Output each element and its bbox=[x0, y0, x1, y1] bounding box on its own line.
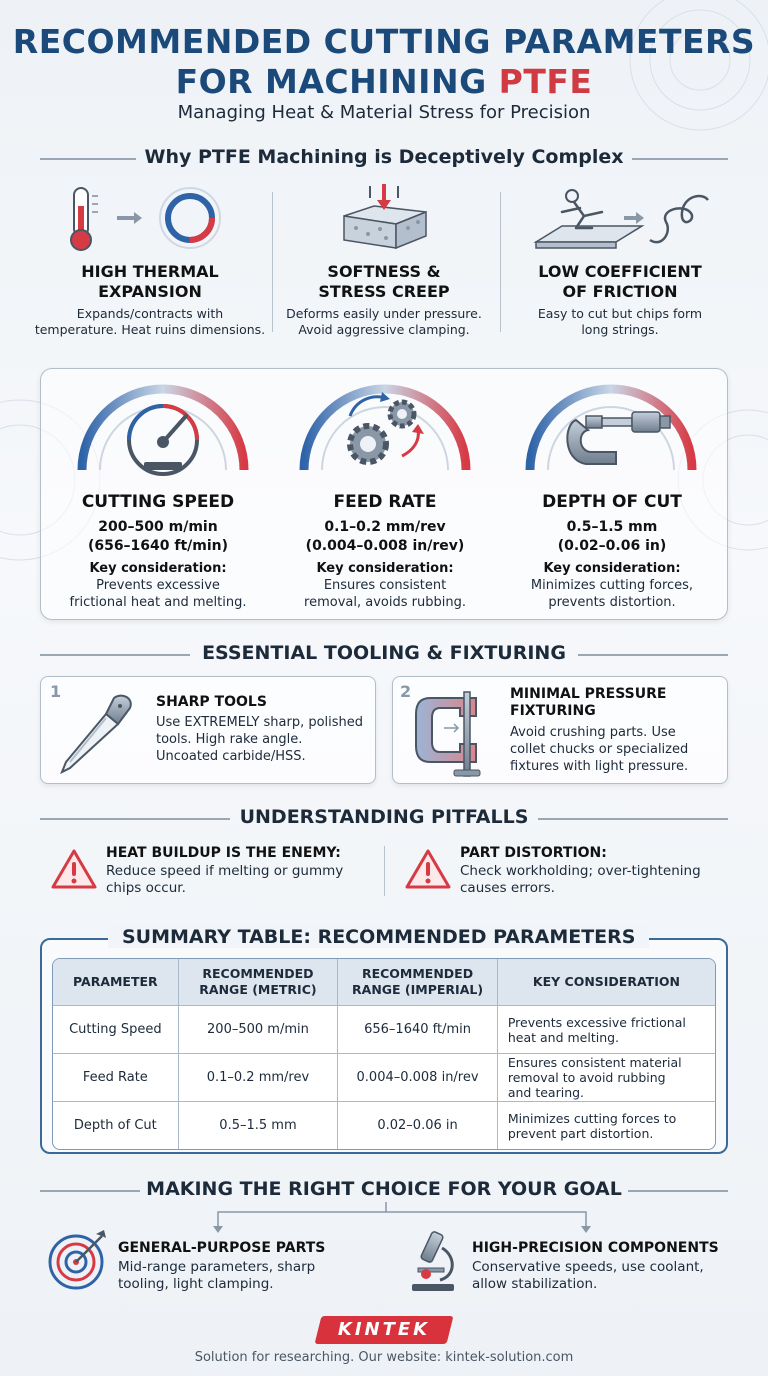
compressed-block-icon bbox=[334, 182, 434, 254]
column-divider bbox=[384, 846, 385, 896]
divider-line bbox=[578, 654, 728, 656]
pitfall-desc: Reduce speed if melting or gummy chips occur. bbox=[106, 863, 344, 896]
table-header-row bbox=[53, 959, 715, 1005]
pitfall-title: HEAT BUILDUP IS THE ENEMY: bbox=[106, 845, 341, 861]
micrometer-icon bbox=[516, 360, 706, 480]
property-desc: Expands/contracts with temperature. Heat ruins dimensions. bbox=[34, 306, 266, 337]
table-cell: 0.1–0.2 mm/rev bbox=[179, 1053, 339, 1101]
card-desc: Use EXTREMELY sharp, polished tools. High rake angle. Uncoated carbide/HSS. bbox=[156, 715, 364, 764]
divider-line bbox=[538, 818, 728, 820]
table-cell: Ensures consistent material removal to avoid rubbing and tearing. bbox=[498, 1053, 715, 1101]
table-row bbox=[53, 1101, 715, 1149]
warning-icon bbox=[404, 848, 452, 890]
divider-line bbox=[628, 1190, 728, 1192]
title-highlight: PTFE bbox=[498, 62, 593, 101]
table-cell: 0.5–1.5 mm bbox=[179, 1101, 339, 1149]
target-icon bbox=[46, 1228, 110, 1292]
param-desc: Minimizes cutting forces, prevents distortion. bbox=[530, 578, 694, 610]
column-header: KEY CONSIDERATION bbox=[498, 959, 715, 1005]
param-key-label: Key consideration: bbox=[543, 561, 681, 576]
pitfall-desc: Check workholding; over-tightening causes errors. bbox=[460, 863, 701, 896]
param-value: 0.1–0.2 mm/rev (0.004–0.008 in/rev) bbox=[305, 519, 465, 554]
card-desc: Avoid crushing parts. Use collet chucks or specialized fixtures with light pressure. bbox=[510, 725, 689, 774]
speedometer-icon bbox=[68, 360, 258, 480]
logo-text: KINTEK bbox=[337, 1319, 431, 1340]
property-title: HIGH THERMAL EXPANSION bbox=[81, 262, 219, 301]
section-heading-tooling: ESSENTIAL TOOLING & FIXTURING bbox=[202, 642, 566, 664]
table-cell: Feed Rate bbox=[53, 1053, 179, 1101]
slipping-figure-icon bbox=[532, 182, 712, 254]
page-title: RECOMMENDED CUTTING PARAMETERS FOR MACHINING PTFE bbox=[12, 22, 756, 101]
table-cell: 0.02–0.06 in bbox=[338, 1101, 498, 1149]
param-title: FEED RATE bbox=[333, 492, 437, 512]
table-cell: Depth of Cut bbox=[53, 1101, 179, 1149]
c-clamp-icon bbox=[410, 688, 500, 778]
thermometer-icon bbox=[62, 182, 232, 254]
card-number: 2 bbox=[400, 682, 412, 701]
goal-desc: Conservative speeds, use coolant, allow stabilization. bbox=[472, 1259, 704, 1292]
table-cell: Prevents excessive frictional heat and melting. bbox=[498, 1005, 715, 1053]
column-header: RECOMMENDED RANGE (IMPERIAL) bbox=[338, 959, 498, 1005]
column-header: RECOMMENDED RANGE (METRIC) bbox=[179, 959, 339, 1005]
section-heading-pitfalls: UNDERSTANDING PITFALLS bbox=[239, 806, 529, 828]
property-title: SOFTNESS & STRESS CREEP bbox=[318, 262, 450, 301]
card-number: 1 bbox=[50, 682, 62, 701]
divider-line bbox=[40, 654, 190, 656]
gears-icon bbox=[290, 360, 480, 480]
goal-desc: Mid-range parameters, sharp tooling, light clamping. bbox=[118, 1259, 316, 1292]
param-value: 200–500 m/min (656–1640 ft/min) bbox=[87, 519, 229, 554]
card-title: MINIMAL PRESSURE FIXTURING bbox=[510, 686, 667, 719]
knife-icon bbox=[56, 690, 146, 776]
divider-line bbox=[40, 158, 136, 160]
summary-heading: SUMMARY TABLE: RECOMMENDED PARAMETERS bbox=[108, 926, 649, 948]
property-title: LOW COEFFICIENT OF FRICTION bbox=[538, 262, 702, 301]
param-value: 0.5–1.5 mm (0.02–0.06 in) bbox=[557, 519, 667, 554]
property-desc: Deforms easily under pressure. Avoid aggressive clamping. bbox=[286, 306, 482, 337]
param-key-label: Key consideration: bbox=[89, 561, 227, 576]
pitfall-title: PART DISTORTION: bbox=[460, 845, 607, 861]
table-row bbox=[53, 1005, 715, 1053]
section-heading-goal: MAKING THE RIGHT CHOICE FOR YOUR GOAL bbox=[146, 1178, 622, 1200]
divider-line bbox=[40, 818, 230, 820]
param-desc: Ensures consistent removal, avoids rubbing. bbox=[304, 578, 466, 610]
divider-line bbox=[632, 158, 728, 160]
card-title: SHARP TOOLS bbox=[156, 694, 267, 710]
title-prefix: FOR MACHINING bbox=[175, 62, 487, 101]
param-title: DEPTH OF CUT bbox=[542, 492, 682, 512]
footer-text: Solution for researching. Our website: kintek-solution.com bbox=[194, 1350, 574, 1365]
param-key-label: Key consideration: bbox=[316, 561, 454, 576]
property-desc: Easy to cut but chips form long strings. bbox=[537, 306, 703, 337]
table-cell: 0.004–0.008 in/rev bbox=[338, 1053, 498, 1101]
param-title: CUTTING SPEED bbox=[81, 492, 235, 512]
divider-line bbox=[40, 1190, 140, 1192]
goal-title: HIGH-PRECISION COMPONENTS bbox=[472, 1240, 719, 1256]
warning-icon bbox=[50, 848, 98, 890]
table-cell: Cutting Speed bbox=[53, 1005, 179, 1053]
param-desc: Prevents excessive frictional heat and melting. bbox=[69, 578, 247, 610]
table-cell: 656–1640 ft/min bbox=[338, 1005, 498, 1053]
goal-title: GENERAL-PURPOSE PARTS bbox=[118, 1240, 326, 1256]
table-cell: 200–500 m/min bbox=[179, 1005, 339, 1053]
column-header: PARAMETER bbox=[53, 959, 179, 1005]
summary-table bbox=[52, 958, 716, 1150]
microscope-icon bbox=[404, 1228, 464, 1294]
page-subtitle: Managing Heat & Material Stress for Precision bbox=[177, 102, 591, 123]
table-cell: Minimizes cutting forces to prevent part distortion. bbox=[498, 1101, 715, 1149]
table-row bbox=[53, 1053, 715, 1101]
section-heading-why: Why PTFE Machining is Deceptively Complex bbox=[144, 146, 624, 168]
